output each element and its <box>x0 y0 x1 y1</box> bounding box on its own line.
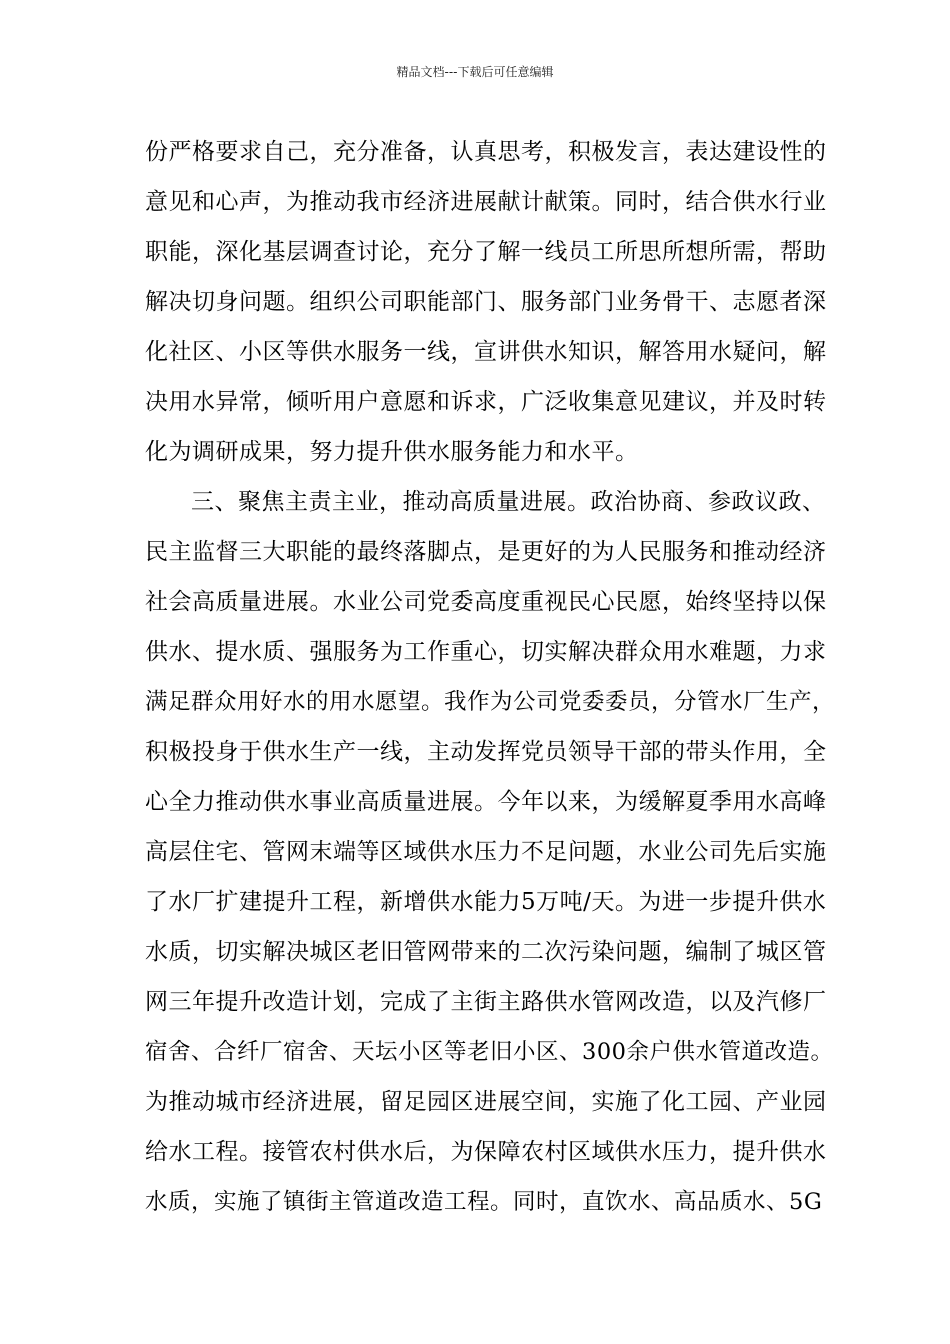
page-header: 精品文档---下载后可任意编辑 <box>396 65 554 79</box>
text-line: 高层住宅、管网末端等区域供水压力不足问题，水业公司先后实施 <box>145 839 827 865</box>
text-line: 给水工程。接管农村供水后，为保障农村区域供水压力，提升供水 <box>145 1139 827 1165</box>
body-text <box>145 131 835 1231</box>
text-line: 水质，实施了镇街主管道改造工程。同时，直饮水、高品质水、5G <box>145 1189 823 1215</box>
text-line: 社会高质量进展。水业公司党委高度重视民心民愿，始终坚持以保 <box>145 589 827 615</box>
text-line: 决用水异常，倾听用户意愿和诉求，广泛收集意见建议，并及时转 <box>145 389 827 415</box>
text-line: 宿舍、合纤厂宿舍、天坛小区等老旧小区、300余户供水管道改造。 <box>145 1039 834 1065</box>
text-line: 心全力推动供水事业高质量进展。今年以来，为缓解夏季用水高峰 <box>145 789 827 815</box>
text-line: 满足群众用好水的用水愿望。我作为公司党委委员，分管水厂生产， <box>145 689 836 715</box>
paragraph-start-line: 三、聚焦主责主业，推动高质量进展。政治协商、参政议政、 <box>191 489 826 515</box>
text-line: 水质，切实解决城区老旧管网带来的二次污染问题，编制了城区管 <box>145 939 827 965</box>
text-line: 了水厂扩建提升工程，新增供水能力5万吨/天。为进一步提升供水 <box>145 889 827 915</box>
text-line: 为推动城市经济进展，留足园区进展空间，实施了化工园、产业园 <box>145 1089 827 1115</box>
text-line: 意见和心声，为推动我市经济进展献计献策。同时，结合供水行业 <box>145 189 827 215</box>
text-line: 职能，深化基层调查讨论，充分了解一线员工所思所想所需，帮助 <box>145 239 827 265</box>
text-line: 解决切身问题。组织公司职能部门、服务部门业务骨干、志愿者深 <box>145 289 827 315</box>
text-line: 化为调研成果，努力提升供水服务能力和水平。 <box>145 439 639 465</box>
text-line: 网三年提升改造计划，完成了主街主路供水管网改造，以及汽修厂 <box>145 989 827 1015</box>
text-line: 积极投身于供水生产一线，主动发挥党员领导干部的带头作用，全 <box>145 739 827 765</box>
text-line: 民主监督三大职能的最终落脚点，是更好的为人民服务和推动经济 <box>145 539 827 565</box>
text-line: 供水、提水质、强服务为工作重心，切实解决群众用水难题，力求 <box>145 639 827 665</box>
text-line: 化社区、小区等供水服务一线，宣讲供水知识，解答用水疑问，解 <box>145 339 827 365</box>
text-line: 份严格要求自己，充分准备，认真思考，积极发言，表达建设性的 <box>145 139 827 165</box>
